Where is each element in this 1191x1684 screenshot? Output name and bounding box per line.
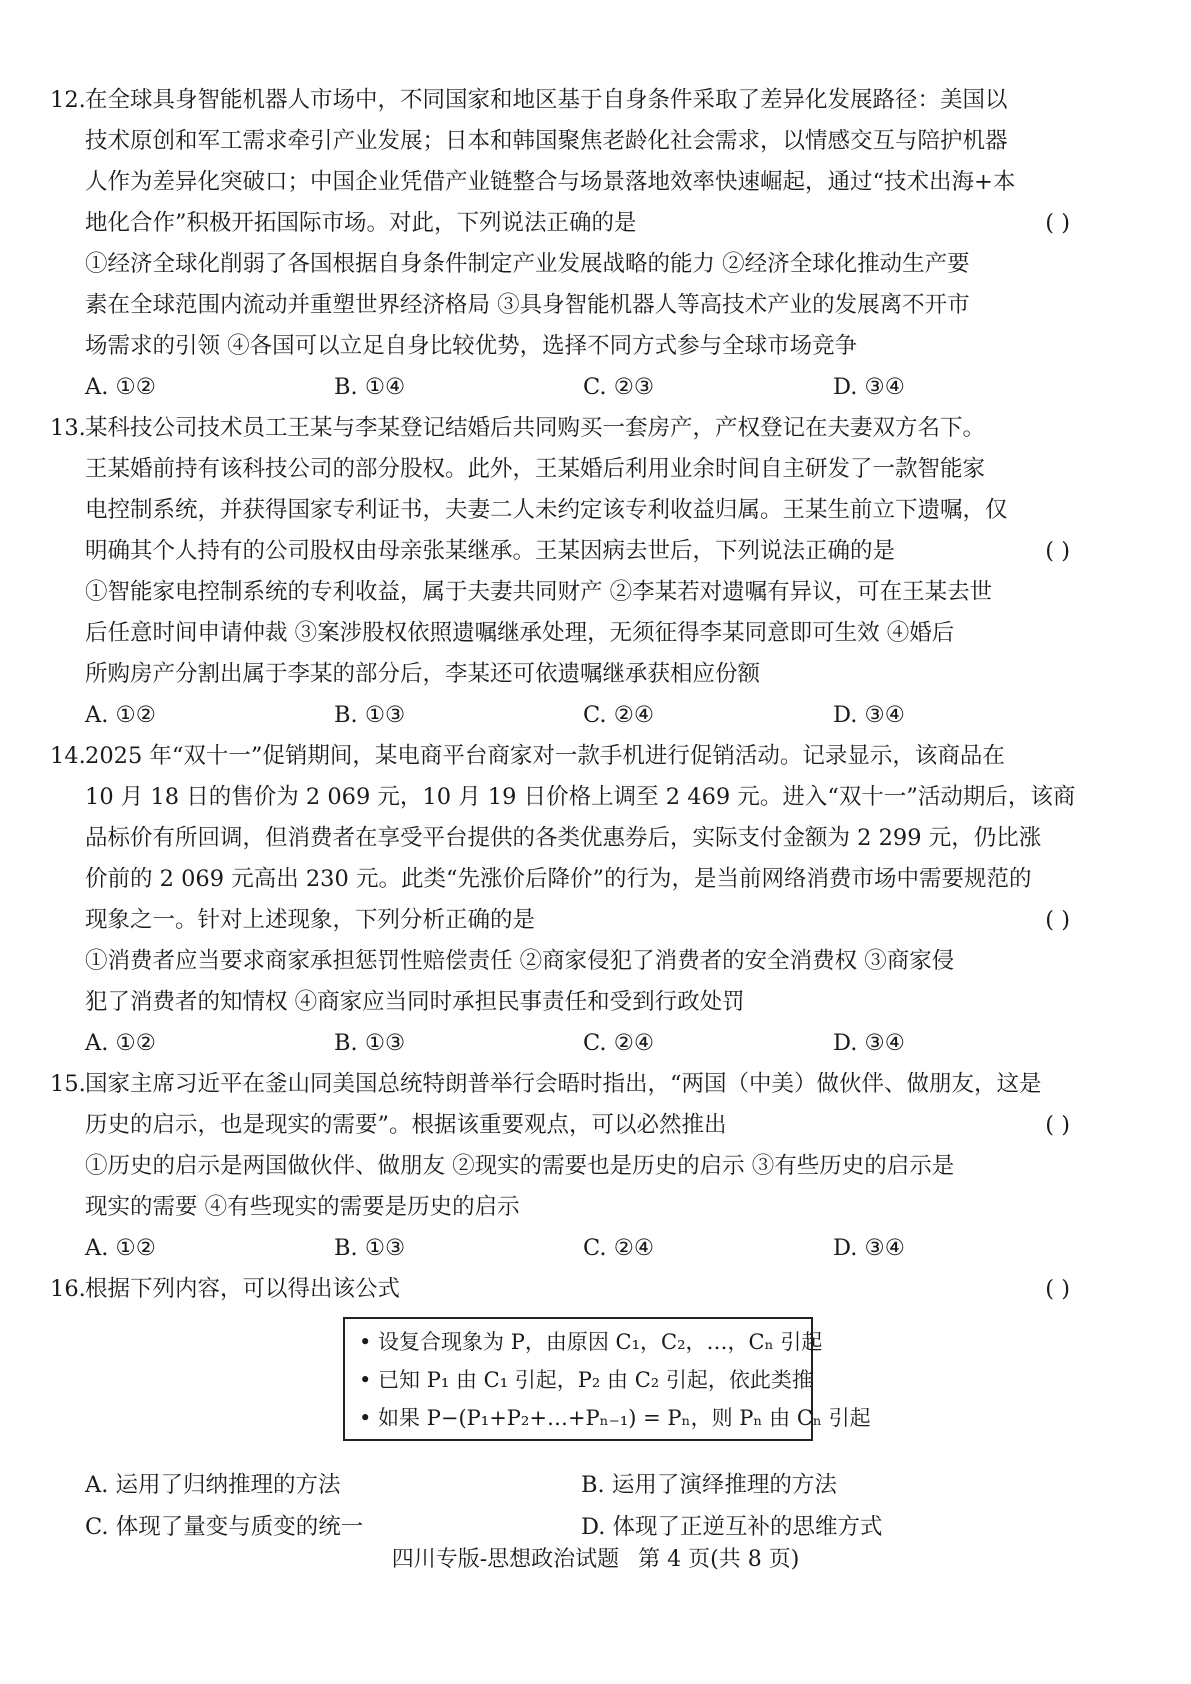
question-14-stem-line: 14. 2025 年“双十一”促销期间，某电商平台商家对一款手机进行促销活动。记录显示，该商品在	[50, 736, 1070, 777]
question-12-item-line: 场需求的引领 ④各国可以立足自身比较优势，选择不同方式参与全球市场竞争	[85, 333, 858, 359]
question-13-item-line: 后任意时间申请仲裁 ③案涉股权依照遗嘱继承处理，无须征得李某同意即可生效 ④婚后	[85, 620, 955, 646]
option-d: D. ③④	[833, 374, 905, 400]
answer-bracket: ( )	[1045, 210, 1070, 236]
option-c: C. ②④	[583, 1030, 655, 1056]
option-a: A. ①②	[85, 702, 156, 728]
option-b: B. ①③	[334, 702, 406, 728]
question-13-options	[50, 695, 1070, 736]
question-16-options	[85, 1464, 1085, 1548]
question-number: 15.	[50, 1071, 86, 1097]
option-c: C. ②④	[583, 702, 655, 728]
option-b: B. ①③	[334, 1030, 406, 1056]
question-12-stem-line: 12. 在全球具身智能机器人市场中，不同国家和地区基于自身条件采取了差异化发展路径：美国以	[50, 80, 1070, 121]
answer-bracket: ( )	[1045, 1112, 1070, 1138]
question-13	[50, 408, 1070, 736]
question-16-stem-line: 16. 根据下列内容，可以得出该公式 ( )	[50, 1269, 1070, 1310]
question-15-options	[50, 1228, 1070, 1269]
option-a: A. ①②	[85, 1030, 156, 1056]
question-12-item-line: 素在全球范围内流动并重塑世界经济格局 ③具身智能机器人等高技术产业的发展离不开市	[85, 292, 970, 318]
option-c: C. ②③	[583, 374, 655, 400]
option-c: C. ②④	[583, 1235, 655, 1261]
question-14	[50, 736, 1076, 1064]
question-14-stem-line: 价前的 2 069 元高出 230 元。此类“先涨价后降价”的行为，是当前网络消费市场中需要规范的	[85, 866, 1032, 892]
question-15	[50, 1064, 1070, 1269]
question-number: 13.	[50, 415, 86, 441]
question-13-stem-line: 13. 某科技公司技术员工王某与李某登记结婚后共同购买一套房产，产权登记在夫妻双方名下。	[50, 408, 1070, 449]
option-a: A. ①②	[85, 374, 156, 400]
question-16	[50, 1269, 1070, 1310]
exam-title: 四川专版-思想政治试题	[391, 1547, 620, 1572]
question-13-stem-line: 明确其个人持有的公司股权由母亲张某继承。王某因病去世后，下列说法正确的是 ( )	[50, 531, 1070, 572]
question-13-item-line: ①智能家电控制系统的专利收益，属于夫妻共同财产 ②李某若对遗嘱有异议，可在王某去世	[85, 579, 993, 605]
question-12-options	[50, 367, 1070, 408]
question-14-item-line: ①消费者应当要求商家承担惩罚性赔偿责任 ②商家侵犯了消费者的安全消费权 ③商家侵	[85, 948, 955, 974]
option-c: C. 体现了量变与质变的统一	[85, 1514, 364, 1540]
question-13-item-line: 所购房产分割出属于李某的部分后，李某还可依遗嘱继承获相应份额	[85, 661, 761, 687]
answer-bracket: ( )	[1045, 538, 1070, 564]
question-14-stem-line: 10 月 18 日的售价为 2 069 元，10 月 19 日价格上调至 2 469 元。进入“双十一”活动期后，该商	[85, 784, 1076, 810]
question-15-stem-line: 15. 国家主席习近平在釜山同美国总统特朗普举行会晤时指出，“两国（中美）做伙伴、做朋友，这是	[50, 1064, 1070, 1105]
question-14-stem-line: 现象之一。针对上述现象，下列分析正确的是 ( )	[50, 900, 1070, 941]
option-b: B. ①③	[334, 1235, 406, 1261]
option-a: A. ①②	[85, 1235, 156, 1261]
question-12-stem-line: 地化合作”积极开拓国际市场。对此，下列说法正确的是 ( )	[50, 203, 1070, 244]
formula-box	[343, 1317, 871, 1441]
option-b: B. ①④	[334, 374, 406, 400]
question-15-stem-line: 历史的启示，也是现实的需要”。根据该重要观点，可以必然推出 ( )	[50, 1105, 1070, 1146]
option-d: D. ③④	[833, 1235, 905, 1261]
question-number: 16.	[50, 1276, 86, 1302]
option-d: D. ③④	[833, 702, 905, 728]
formula-line: • 如果 P−(P₁+P₂+…+Pₙ₋₁) = Pₙ，则 Pₙ 由 Cₙ 引起	[359, 1406, 871, 1430]
option-a: A. 运用了归纳推理的方法	[85, 1472, 341, 1498]
question-number: 14.	[50, 743, 86, 769]
question-12-stem-line: 技术原创和军工需求牵引产业发展；日本和韩国聚焦老龄化社会需求，以情感交互与陪护机器	[85, 128, 1008, 154]
option-b: B. 运用了演绎推理的方法	[581, 1472, 837, 1498]
option-d: D. ③④	[833, 1030, 905, 1056]
question-12	[50, 80, 1070, 408]
answer-bracket: ( )	[1045, 907, 1070, 933]
option-d: D. 体现了正逆互补的思维方式	[581, 1514, 883, 1540]
question-15-item-line: 现实的需要 ④有些现实的需要是历史的启示	[85, 1194, 520, 1220]
formula-line: • 已知 P₁ 由 C₁ 引起，P₂ 由 C₂ 引起，依此类推	[359, 1368, 813, 1392]
question-12-item-line: ①经济全球化削弱了各国根据自身条件制定产业发展战略的能力 ②经济全球化推动生产要	[85, 251, 970, 277]
question-14-options	[50, 1023, 1070, 1064]
question-14-item-line: 犯了消费者的知情权 ④商家应当同时承担民事责任和受到行政处罚	[85, 989, 745, 1015]
question-13-stem-line: 王某婚前持有该科技公司的部分股权。此外，王某婚后利用业余时间自主研发了一款智能家	[85, 456, 986, 482]
question-number: 12.	[50, 87, 86, 113]
answer-bracket: ( )	[1045, 1276, 1070, 1302]
page-number: 第 4 页(共 8 页)	[638, 1547, 800, 1572]
formula-line: • 设复合现象为 P，由原因 C₁，C₂，…，Cₙ 引起	[359, 1330, 823, 1354]
question-15-item-line: ①历史的启示是两国做伙伴、做朋友 ②现实的需要也是历史的启示 ③有些历史的启示是	[85, 1153, 955, 1179]
question-13-stem-line: 电控制系统，并获得国家专利证书，夫妻二人未约定该专利收益归属。王某生前立下遗嘱，仅	[85, 497, 1008, 523]
page-footer	[0, 1542, 1191, 1578]
question-12-stem-line: 人作为差异化突破口；中国企业凭借产业链整合与场景落地效率快速崛起，通过“技术出海+本	[85, 169, 1016, 195]
question-14-stem-line: 品标价有所回调，但消费者在享受平台提供的各类优惠券后，实际支付金额为 2 299 元，仍比涨	[85, 825, 1042, 851]
